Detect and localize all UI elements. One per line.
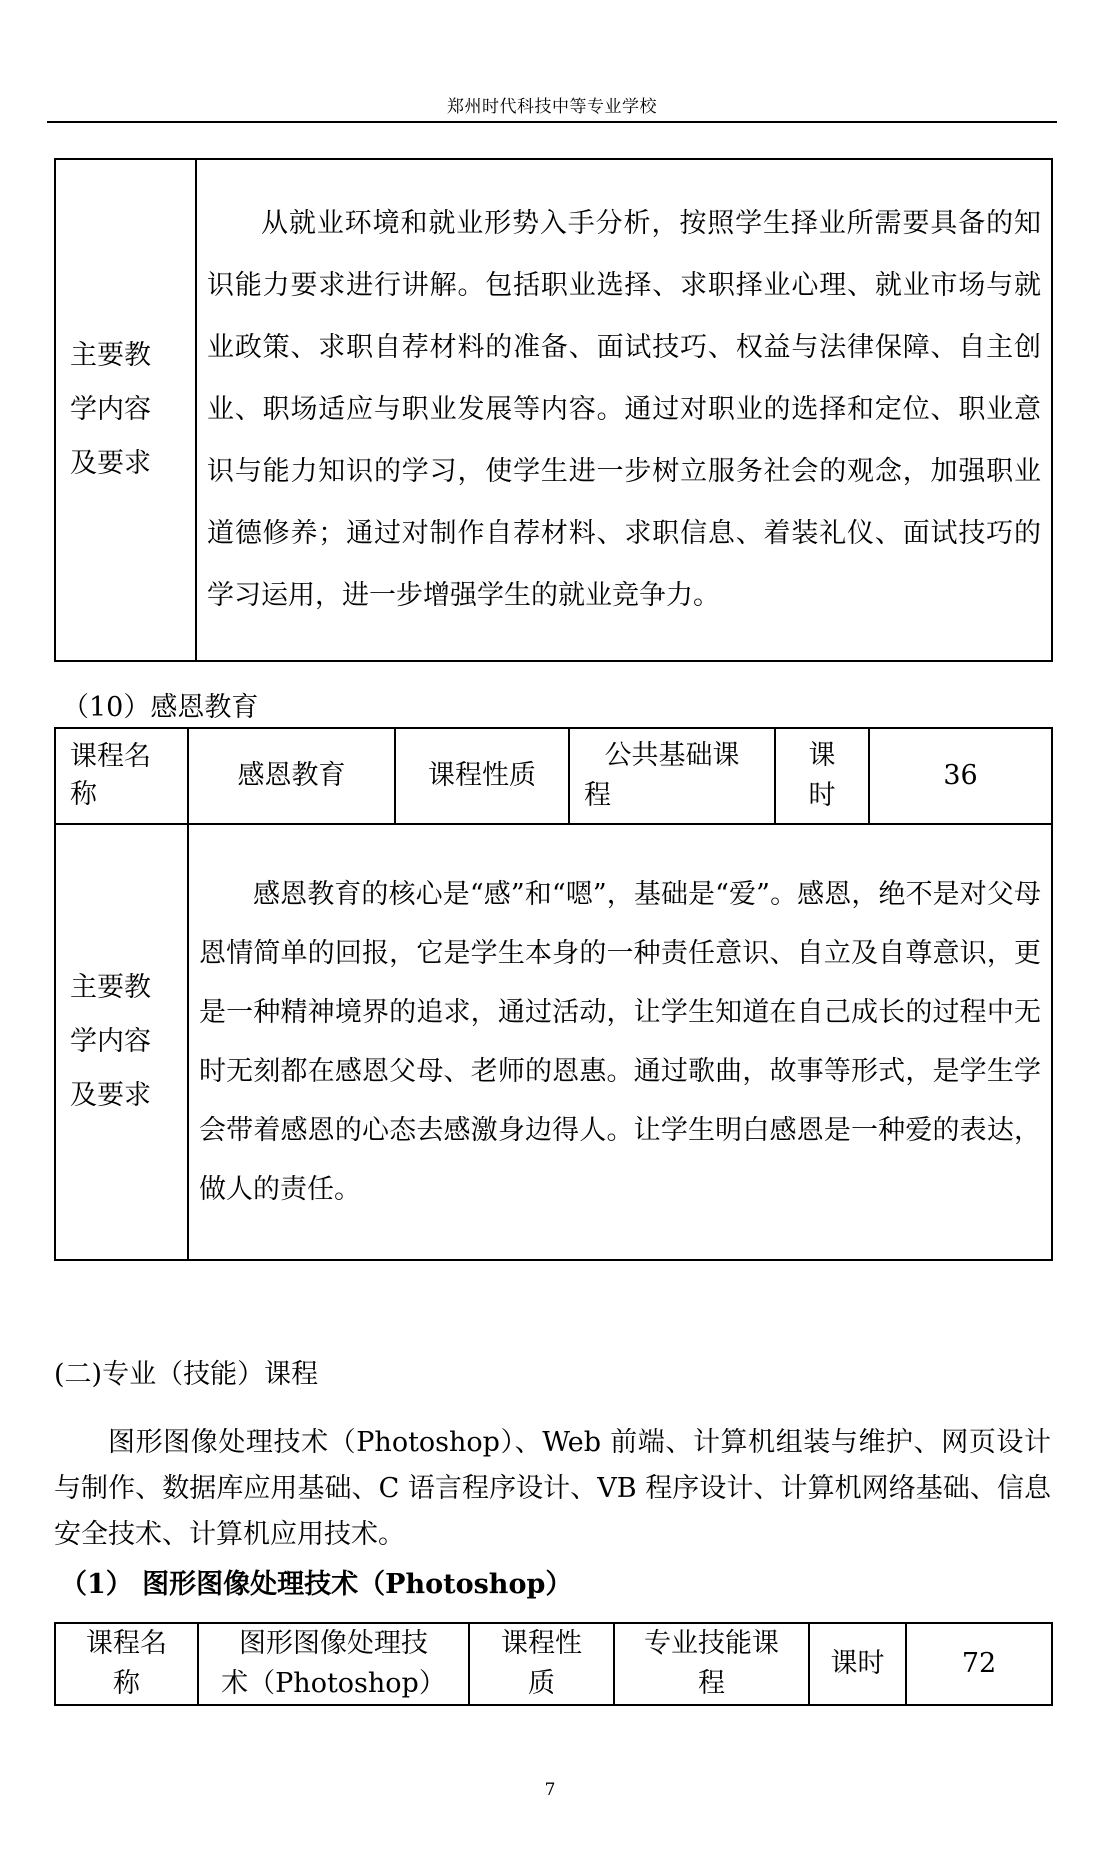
course-nature-cell <box>614 1623 809 1705</box>
gratitude-course-table <box>54 727 1053 1261</box>
value-line: 专业技能课 <box>644 1628 779 1659</box>
course-name-cell <box>198 1623 469 1705</box>
course-nature-cell <box>569 728 775 824</box>
value-line: 程 <box>584 780 611 811</box>
course-name-cell: 感恩教育 <box>188 728 395 824</box>
value-line: 公共基础课 <box>604 740 740 771</box>
label-line: 称 <box>70 779 97 810</box>
section-heading-10: （10）感恩教育 <box>62 692 259 723</box>
hours-label-cell: 课时 <box>809 1623 906 1705</box>
photoshop-course-table <box>54 1622 1053 1706</box>
hours-cell: 72 <box>906 1623 1052 1705</box>
label-line: 课程性 <box>501 1628 582 1659</box>
value-line: 程 <box>698 1668 725 1699</box>
employment-content-table <box>54 158 1053 662</box>
content-cell <box>188 824 1052 1260</box>
value-line: 图形图像处理技 <box>239 1628 428 1659</box>
label-line: 课程名 <box>70 741 151 772</box>
course-name-label-cell <box>55 1623 198 1705</box>
hours-cell: 36 <box>869 728 1052 824</box>
label-line: 课程名 <box>86 1628 167 1659</box>
label-line: 及要求 <box>70 1080 151 1111</box>
course-nature-label-cell <box>469 1623 614 1705</box>
sub-heading-photoshop: （1） 图形图像处理技术（Photoshop） <box>60 1569 573 1600</box>
section-heading-professional: (二)专业（技能）课程 <box>54 1359 319 1390</box>
label-line: 主要教 <box>70 972 151 1003</box>
course-name-label-cell <box>55 728 188 824</box>
content-text: 从就业环境和就业形势入手分析，按照学生择业所需要具备的知识能力要求进行讲解。包括职业选择、求职择业心理、就业市场与就业政策、求职自荐材料的准备、面试技巧、权益与法律保障、自主创业、职场适应与职业发展等内容。通过对职业的选择和定位、职业意识与能力知识的学习，使学生进一步树立服务社会的观念，加强职业道德修养；通过对制作自荐材料、求职信息、着装礼仪、面试技巧的学习运用，进一步增强学生的就业竞争力。 <box>207 208 1041 611</box>
header-rule <box>47 121 1057 123</box>
hours-label-cell <box>775 728 869 824</box>
label-line: 主要教 <box>70 340 151 371</box>
course-nature-label-cell: 课程性质 <box>395 728 569 824</box>
label-line: 及要求 <box>70 448 151 479</box>
label-line: 时 <box>808 780 836 811</box>
value-line: 术（Photoshop） <box>221 1668 446 1699</box>
label-line: 学内容 <box>70 394 151 425</box>
content-text: 感恩教育的核心是“感”和“嗯”，基础是“爱”。感恩，绝不是对父母恩情简单的回报，它是学生本身的一种责任意识、自立及自尊意识，更是一种精神境界的追求，通过活动，让学生知道在自己成长的过程中无时无刻都在感恩父母、老师的恩惠。通过歌曲，故事等形式，是学生学会带着感恩的心态去感激身边得人。让学生明白感恩是一种爱的表达，做人的责任。 <box>199 879 1041 1205</box>
professional-course-list: 图形图像处理技术（Photoshop）、Web 前端、计算机组装与维护、网页设计与制作、数据库应用基础、C 语言程序设计、VB 程序设计、计算机网络基础、信息安全技术、计算机应用技术。 <box>54 1427 1051 1550</box>
label-line: 称 <box>113 1668 140 1699</box>
content-cell <box>196 159 1052 661</box>
label-line: 质 <box>528 1668 555 1699</box>
page-header: 郑州时代科技中等专业学校 <box>447 97 657 117</box>
page-number: 7 <box>544 1780 556 1800</box>
label-line: 课 <box>808 740 836 771</box>
content-label-cell <box>55 159 196 661</box>
label-line: 学内容 <box>70 1026 151 1057</box>
content-label-cell <box>55 824 188 1260</box>
